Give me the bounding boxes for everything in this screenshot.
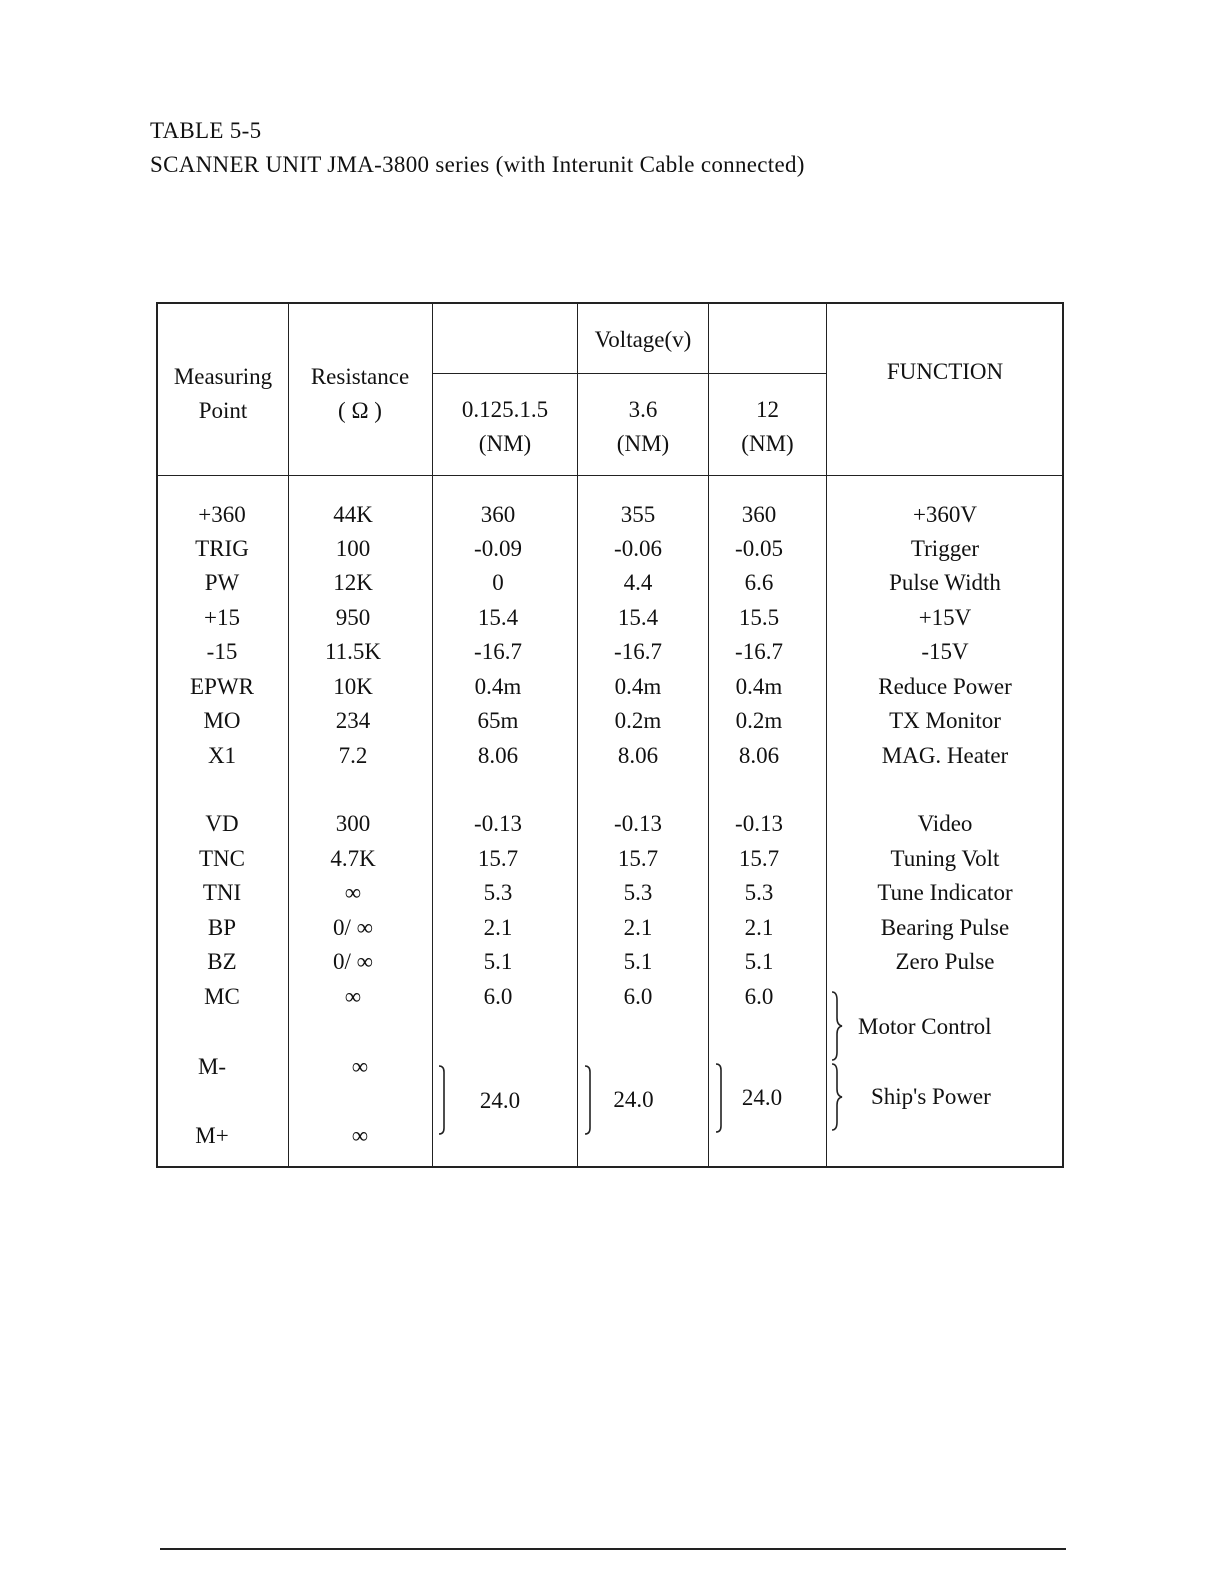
cell-point: +15 [204,605,240,630]
function-motor-control: Motor Control [858,1014,992,1039]
cell-res: 300 [335,811,371,836]
cell-point: TNC [199,846,245,871]
point-m-minus: M- [197,1054,227,1079]
cell-v2: 5.3 [623,880,653,905]
cell-v1: 65m [477,708,519,733]
cell-v3: 15.7 [738,846,780,871]
header-resistance: Resistance ( Ω ) [310,364,410,423]
cell-v2: -0.13 [614,811,662,836]
cell-v2: 355 [620,502,656,527]
cell-func: TX Monitor [889,708,1001,733]
cell-v3: -0.05 [735,536,783,561]
cell-point: X1 [207,743,237,768]
cell-v1: 2.1 [483,915,513,940]
cell-v3: -16.7 [735,639,783,664]
cell-res: 12K [333,570,373,595]
motor-brace-icon [828,990,848,1062]
cell-v3: 15.5 [738,605,780,630]
cell-v3: 0.2m [735,708,783,733]
cell-res: ∞ [344,984,362,1009]
cell-func: Video [917,811,973,836]
cell-v2: 8.06 [617,743,659,768]
cell-func: Bearing Pulse [880,915,1010,940]
cell-v1: -0.09 [474,536,522,561]
cell-v2: 15.7 [617,846,659,871]
power-bracket-2-icon [582,1064,596,1136]
cell-res: 950 [335,605,371,630]
cell-point: VD [205,811,239,836]
table-title: SCANNER UNIT JMA-3800 series (with Interunit Cable connected) [150,152,805,177]
cell-func: +15V [918,605,972,630]
point-m-plus: M+ [195,1123,229,1148]
cell-v2: -16.7 [614,639,662,664]
cell-v1: 8.06 [477,743,519,768]
header-voltage: Voltage(v) [594,327,692,352]
cell-v1: 15.7 [477,846,519,871]
cell-func: Tune Indicator [877,880,1013,905]
cell-v1: 15.4 [477,605,519,630]
cell-v2: 5.1 [623,949,653,974]
cell-v2: 0.4m [614,674,662,699]
cell-res: 234 [335,708,371,733]
cell-res: 44K [333,502,373,527]
power-brace-icon [828,1062,848,1132]
power-bracket-1-icon [436,1064,450,1136]
cell-point: BP [207,915,237,940]
cell-func: Zero Pulse [895,949,995,974]
cell-v3: 5.1 [744,949,774,974]
cell-v2: 2.1 [623,915,653,940]
function-ships-power: Ship's Power [871,1084,991,1109]
table-number: TABLE 5-5 [150,118,262,143]
power-bracket-3-icon [713,1062,727,1134]
cell-func: MAG. Heater [881,743,1009,768]
cell-v3: 5.3 [744,880,774,905]
header-range-12: 12 (NM) [741,397,794,456]
cell-func: Pulse Width [889,570,1001,595]
cell-point: BZ [207,949,237,974]
cell-v1: 5.3 [483,880,513,905]
cell-res: 100 [335,536,371,561]
cell-point: -15 [206,639,238,664]
cell-v1: 5.1 [483,949,513,974]
cell-v3: 0.4m [735,674,783,699]
cell-v1: 360 [480,502,516,527]
cell-v3: 8.06 [738,743,780,768]
cell-v3: 6.0 [744,984,774,1009]
cell-v1: 6.0 [483,984,513,1009]
cell-res: 11.5K [324,639,381,664]
cell-v2: 6.0 [623,984,653,1009]
cell-func: Trigger [910,536,980,561]
cell-point: EPWR [190,674,254,699]
cell-func: +360V [912,502,978,527]
cell-func: Tuning Volt [890,846,1000,871]
cell-v3: 2.1 [744,915,774,940]
power-v2: 24.0 [613,1087,654,1112]
cell-point: +360 [198,502,246,527]
cell-res: 0/ ∞ [332,915,374,940]
cell-v3: -0.13 [735,811,783,836]
res-m-plus: ∞ [351,1123,369,1148]
cell-res: ∞ [344,880,362,905]
cell-v1: 0 [492,570,504,595]
cell-point: PW [204,570,240,595]
cell-point: MO [203,708,241,733]
cell-v3: 6.6 [744,570,774,595]
header-measuring-point: Measuring Point [173,364,273,423]
cell-point: TRIG [195,536,249,561]
cell-func: -15V [921,639,969,664]
header-function: FUNCTION [886,359,1004,384]
cell-func: Reduce Power [878,674,1012,699]
cell-res: 7.2 [338,743,368,768]
cell-v2: 15.4 [617,605,659,630]
header-range-36: 3.6 (NM) [616,397,670,456]
power-v3: 24.0 [741,1085,783,1110]
cell-v1: 0.4m [474,674,522,699]
cell-v2: 4.4 [623,570,653,595]
cell-v2: 0.2m [614,708,662,733]
cell-res: 4.7K [330,846,376,871]
page-bottom-rule [160,1548,1066,1550]
cell-point: MC [204,984,240,1009]
cell-v2: -0.06 [614,536,662,561]
header-range-0125-15: 0.125.1.5 (NM) [461,397,549,456]
cell-v1: -16.7 [474,639,522,664]
power-v1: 24.0 [479,1088,521,1113]
cell-v1: -0.13 [474,811,522,836]
res-m-minus: ∞ [351,1054,369,1079]
cell-res: 10K [333,674,373,699]
cell-res: 0/ ∞ [332,949,374,974]
cell-v3: 360 [741,502,777,527]
cell-point: TNI [202,880,242,905]
